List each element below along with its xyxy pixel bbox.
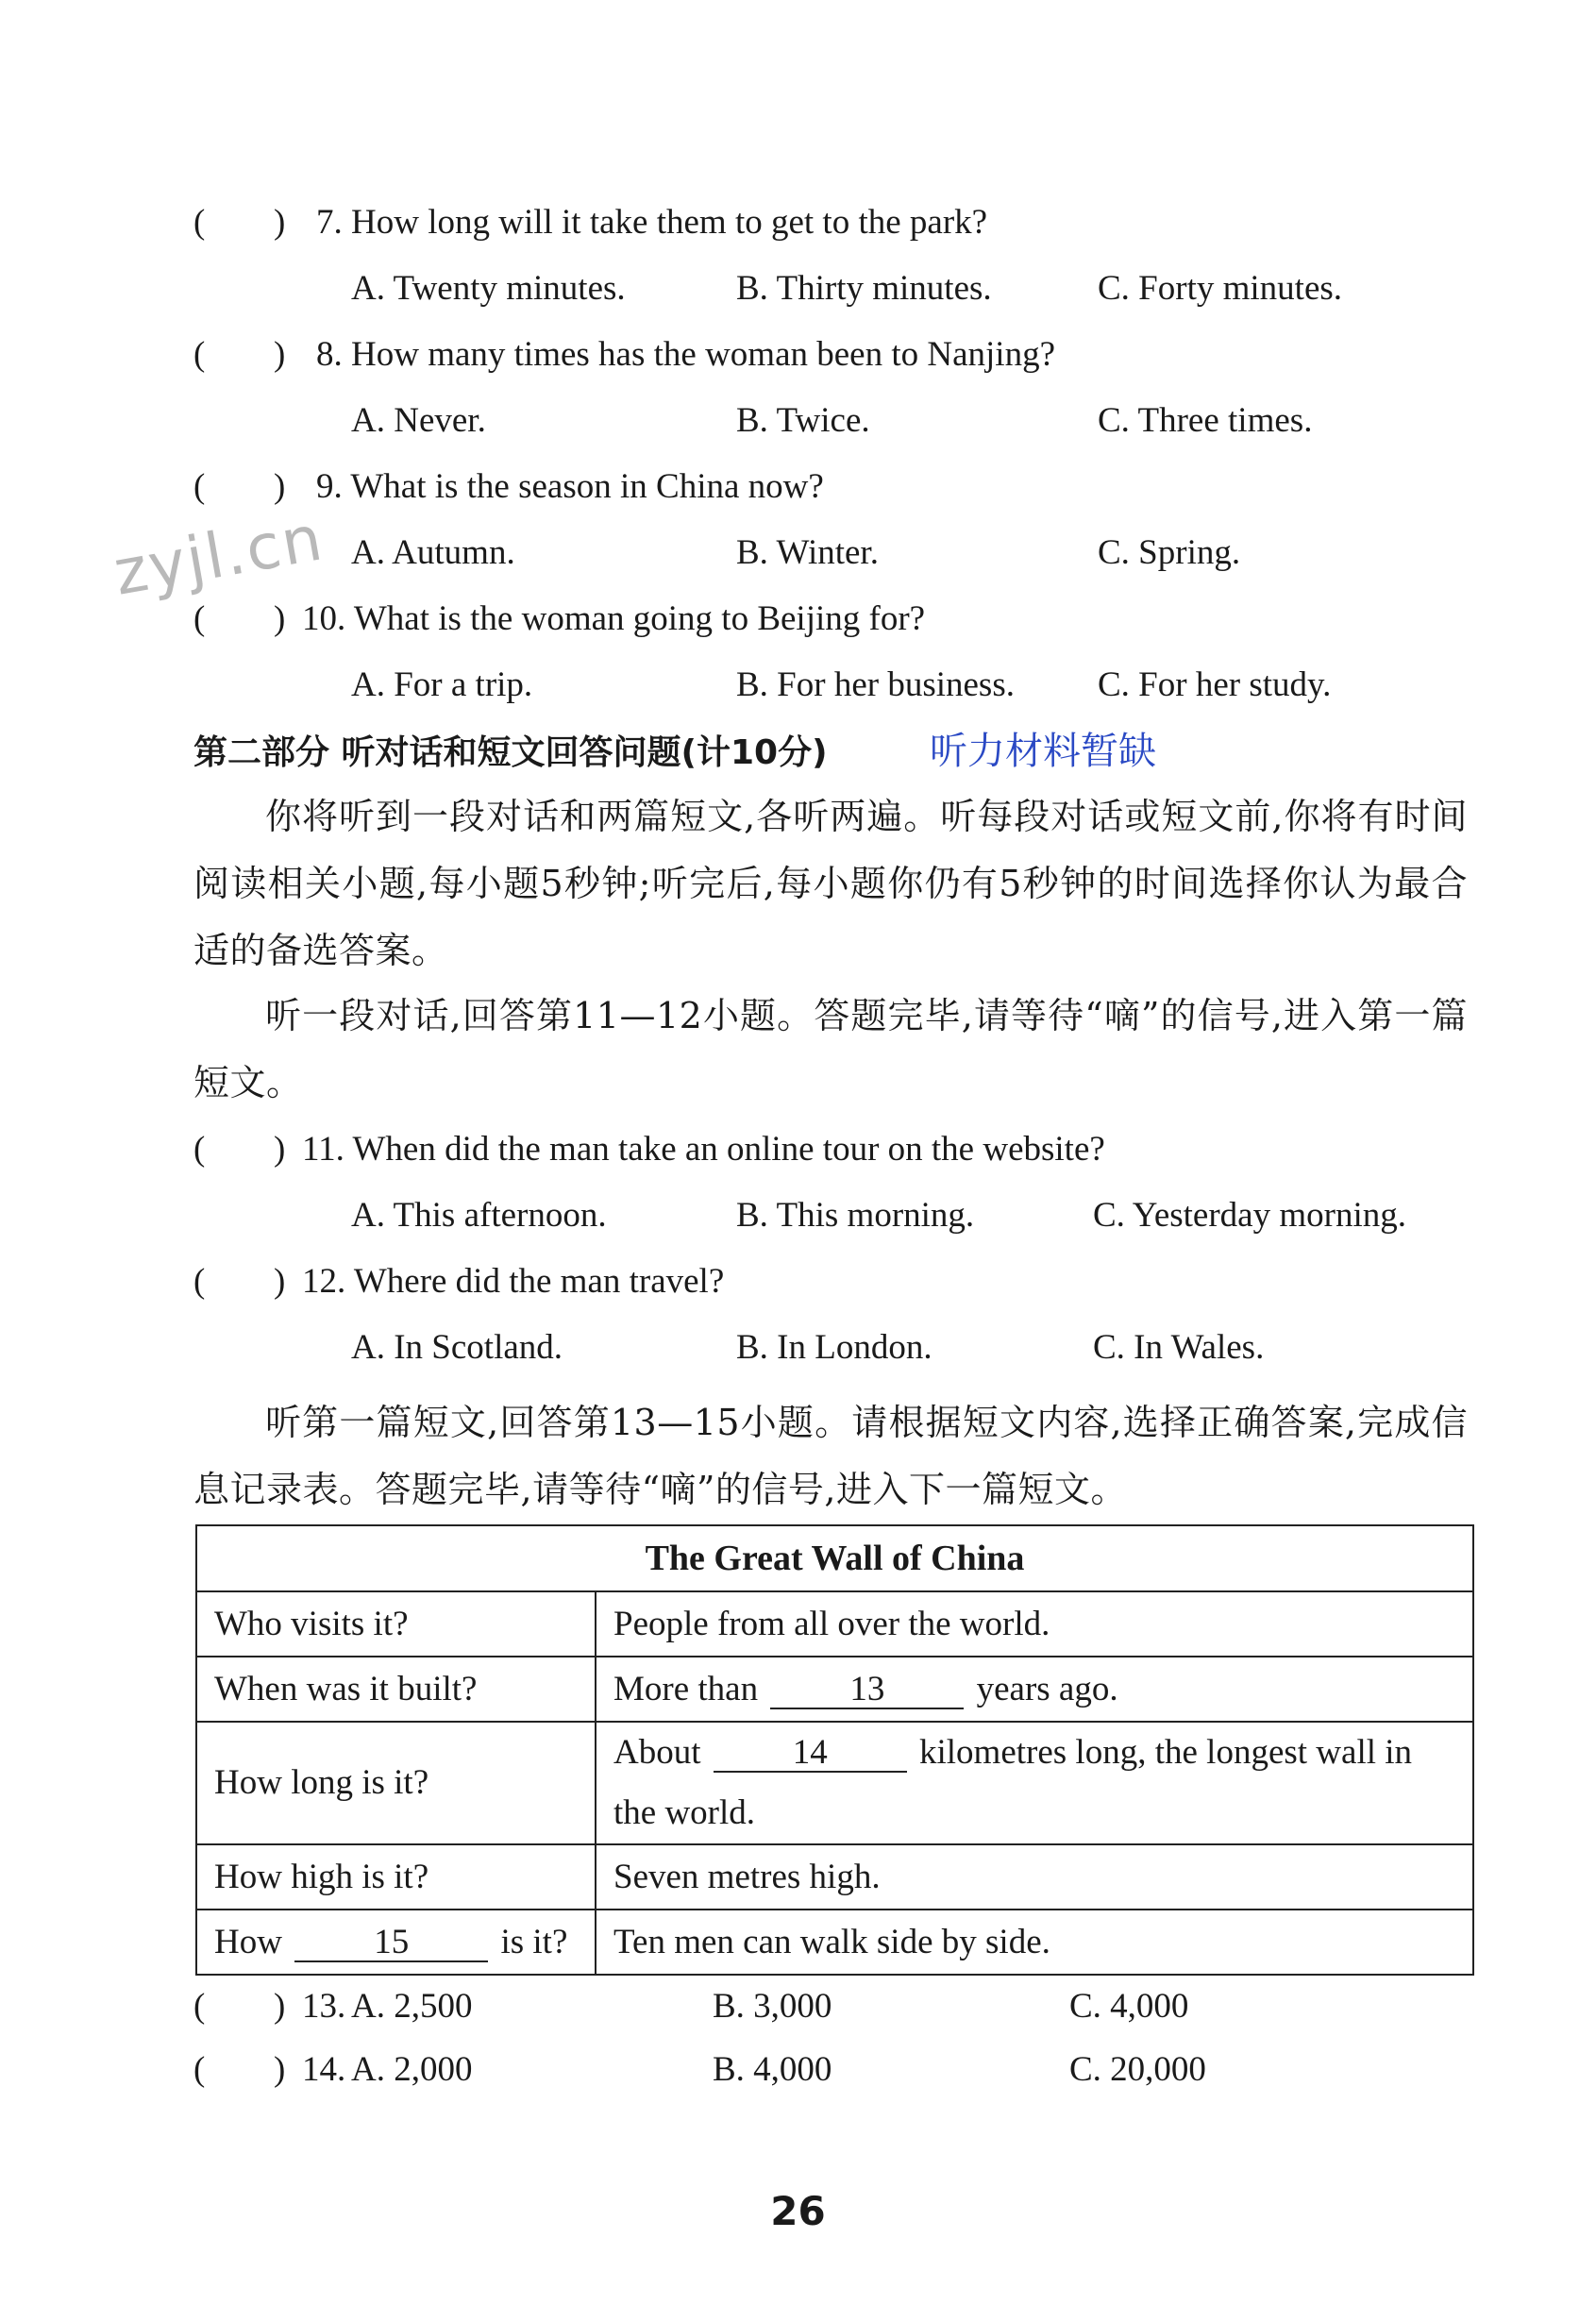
- option-c: C. Yesterday morning.: [1093, 1196, 1406, 1235]
- answer-paren-open: (: [193, 467, 206, 506]
- option-a: A. Never.: [351, 401, 486, 440]
- option-a: A. For a trip.: [351, 665, 533, 704]
- missing-audio-note: 听力材料暂缺: [930, 730, 1156, 773]
- option-b: B. 3,000: [713, 1987, 832, 2026]
- watermark: zyjl.cn: [109, 501, 329, 610]
- answer-paren-close: ): [274, 467, 286, 506]
- table-question: How 15 is it?: [196, 1910, 596, 1975]
- answer-paren-close: ): [274, 1262, 286, 1301]
- table-row: [196, 1722, 1473, 1844]
- option-b: B. 4,000: [713, 2050, 832, 2089]
- option-b: B. This morning.: [736, 1196, 975, 1235]
- question-stem: 10. What is the woman going to Beijing for?: [302, 599, 926, 638]
- answer-paren-open: (: [193, 1987, 206, 2026]
- table-row: [196, 1657, 1473, 1722]
- answer-paren-close: ): [274, 599, 286, 638]
- table-answer: Seven metres high.: [596, 1844, 1473, 1910]
- question-stem: 8. How many times has the woman been to Nanjing?: [316, 335, 1055, 374]
- answer-paren-open: (: [193, 203, 206, 242]
- option-a: A. In Scotland.: [351, 1328, 563, 1367]
- option-c: C. Spring.: [1098, 533, 1241, 572]
- option-a: A. Autumn.: [351, 533, 515, 572]
- section-heading: 第二部分 听对话和短文回答问题(计10分): [193, 733, 828, 772]
- option-b: B. Thirty minutes.: [736, 269, 992, 308]
- option-a: A. 2,500: [351, 1987, 473, 2026]
- blank-14[interactable]: 14: [714, 1735, 907, 1773]
- question-stem: 11. When did the man take an online tour on the website?: [302, 1130, 1105, 1169]
- answer-paren-close: ): [274, 335, 286, 374]
- option-b: B. Twice.: [736, 401, 870, 440]
- option-c: C. Three times.: [1098, 401, 1313, 440]
- table-row: [196, 1844, 1473, 1910]
- option-c: C. In Wales.: [1093, 1328, 1265, 1367]
- question-num: 13.: [302, 1987, 346, 2026]
- table-question: How high is it?: [196, 1844, 596, 1910]
- table-answer: About 14 kilometres long, the longest wall in the world.: [596, 1722, 1473, 1844]
- table-row: [196, 1591, 1473, 1657]
- table-question: How long is it?: [196, 1722, 596, 1844]
- question-stem: 9. What is the season in China now?: [316, 467, 824, 506]
- option-b: B. In London.: [736, 1328, 932, 1367]
- option-b: B. Winter.: [736, 533, 879, 572]
- blank-15[interactable]: 15: [294, 1925, 488, 1962]
- answer-paren-open: (: [193, 1262, 206, 1301]
- option-b: B. For her business.: [736, 665, 1015, 704]
- question-stem: 7. How long will it take them to get to the park?: [316, 203, 988, 242]
- page-number: 26: [770, 2188, 826, 2234]
- answer-paren-open: (: [193, 599, 206, 638]
- answer-paren-close: ): [274, 203, 286, 242]
- table-answer: Ten men can walk side by side.: [596, 1910, 1473, 1975]
- option-a: A. Twenty minutes.: [351, 269, 626, 308]
- table-question: Who visits it?: [196, 1591, 596, 1657]
- option-a: A. 2,000: [351, 2050, 473, 2089]
- option-c: C. For her study.: [1098, 665, 1332, 704]
- table-answer: People from all over the world.: [596, 1591, 1473, 1657]
- answer-paren-close: ): [274, 1130, 286, 1169]
- dialogue-intro: 听一段对话,回答第11—12小题。答题完毕,请等待“嘀”的信号,进入第一篇短文。: [193, 995, 1468, 1103]
- table-question: When was it built?: [196, 1657, 596, 1722]
- option-c: C. 20,000: [1069, 2050, 1206, 2089]
- answer-paren-close: ): [274, 1987, 286, 2026]
- section-instructions: 你将听到一段对话和两篇短文,各听两遍。听每段对话或短文前,你将有时间阅读相关小题,每小题5秒钟;听完后,每小题你仍有5秒钟的时间选择你认为最合适的备选答案。: [193, 796, 1468, 971]
- passage-intro: 听第一篇短文,回答第13—15小题。请根据短文内容,选择正确答案,完成信息记录表。答题完毕,请等待“嘀”的信号,进入下一篇短文。: [193, 1402, 1468, 1510]
- option-c: C. 4,000: [1069, 1987, 1189, 2026]
- question-stem: 12. Where did the man travel?: [302, 1262, 725, 1301]
- blank-13[interactable]: 13: [770, 1672, 964, 1709]
- answer-paren-open: (: [193, 2050, 206, 2089]
- answer-paren-close: ): [274, 2050, 286, 2089]
- table-answer: More than 13 years ago.: [596, 1657, 1473, 1722]
- table-row: [196, 1910, 1473, 1975]
- option-a: A. This afternoon.: [351, 1196, 607, 1235]
- table-title: The Great Wall of China: [196, 1525, 1473, 1591]
- option-c: C. Forty minutes.: [1098, 269, 1343, 308]
- great-wall-table: [195, 1524, 1474, 1976]
- answer-paren-open: (: [193, 1130, 206, 1169]
- answer-paren-open: (: [193, 335, 206, 374]
- question-num: 14.: [302, 2050, 346, 2089]
